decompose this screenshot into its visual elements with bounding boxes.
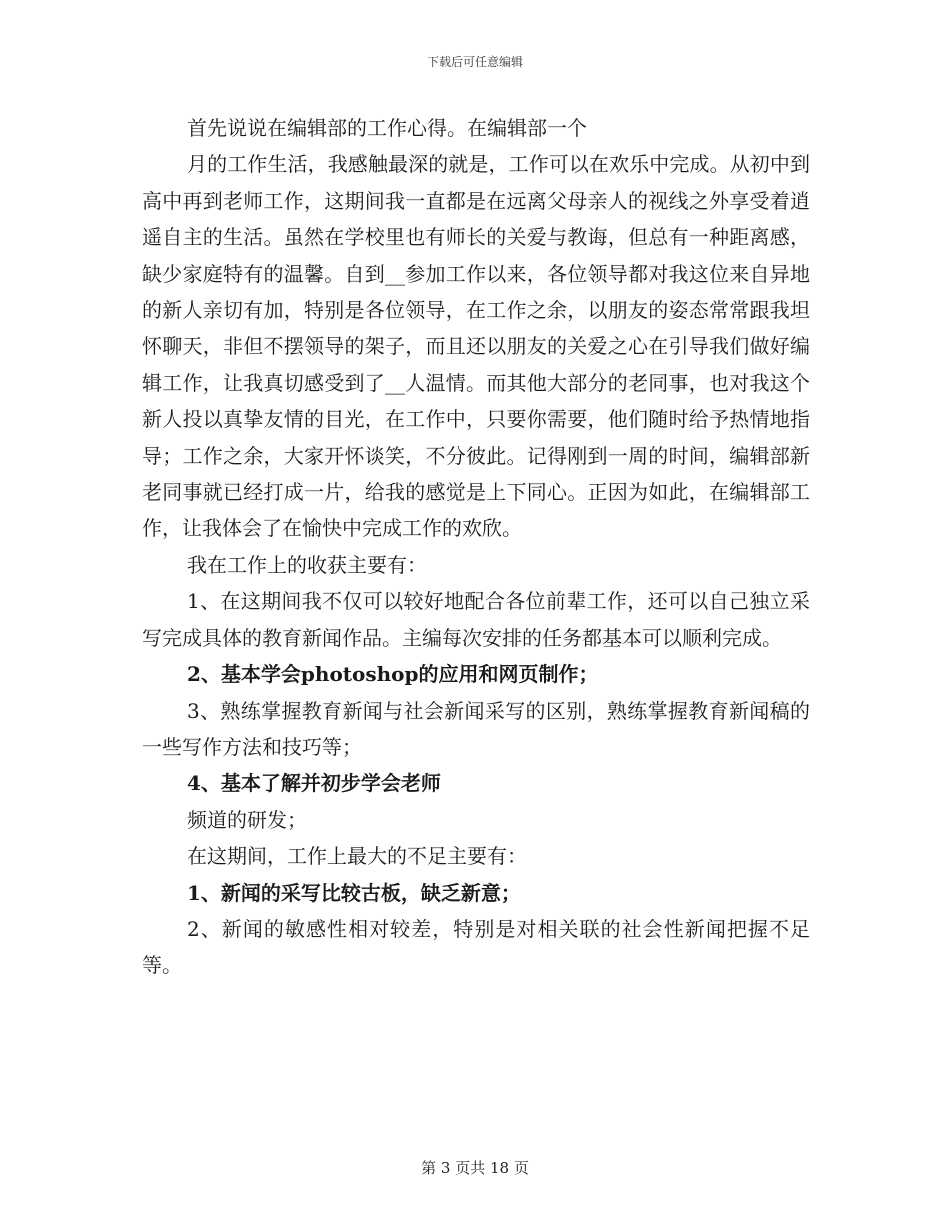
document-body <box>142 110 810 984</box>
paragraph-intro: 首先说说在编辑部的工作心得。在编辑部一个 <box>187 116 587 140</box>
list-item-gain-2: 2、基本学会photoshop的应用和网页制作； <box>187 662 599 687</box>
list-item-shortcoming-1: 1、新闻的采写比较古板，缺乏新意； <box>187 880 521 905</box>
page-footer: 第 3 页共 18 页 <box>421 1159 529 1177</box>
paragraph-work-life: 月的工作生活，我感触最深的就是，工作可以在欢乐中完成。从初中到高中再到老师工作，这期间我一直都是在远离父母亲人的视线之外享受着逍遥自主的生活。虽然在学校里也有师长的关爱与教诲，但总有一种距离感，缺少家庭特有的温馨。自到__参加工作以来，各位领导都对我这位来自异地的新人亲切有加，特别是各位领导，在工作之余，以朋友的姿态常常跟我坦怀聊天，非但不摆领导的架子，而且还以朋友的关爱之心在引导我们做好编辑工作，让我真切感受到了__人温情。而其他大部分的老同事，也对我这个新人投以真挚友情的目光，在工作中，只要你需要，他们随时给予热情地指导；工作之余，大家开怀谈笑，不分彼此。记得刚到一周的时间，编辑部新老同事就已经打成一片，给我的感觉是上下同心。正因为如此，在编辑部工作，让我体会了在愉快中完成工作的欢欣。 <box>142 152 810 541</box>
list-item-gain-1: 1、在这期间我不仅可以较好地配合各位前辈工作，还可以自己独立采写完成具体的教育新闻作品。主编每次安排的任务都基本可以顺利完成。 <box>142 589 810 650</box>
list-item-shortcoming-2: 2、新闻的敏感性相对较差，特别是对相关联的社会性新闻把握不足等。 <box>142 916 810 978</box>
list-item-gain-4-continued: 频道的研发； <box>187 807 307 832</box>
page-header: 下载后可任意编辑 <box>426 55 523 69</box>
list-item-gain-3: 3、熟练掌握教育新闻与社会新闻采写的区别，熟练掌握教育新闻稿的一些写作方法和技巧等； <box>142 698 810 759</box>
paragraph-shortcomings-heading: 在这期间，工作上最大的不足主要有： <box>187 844 527 869</box>
list-item-gain-4: 4、基本了解并初步学会老师 <box>187 771 441 796</box>
paragraph-gains-heading: 我在工作上的收获主要有： <box>187 552 427 577</box>
